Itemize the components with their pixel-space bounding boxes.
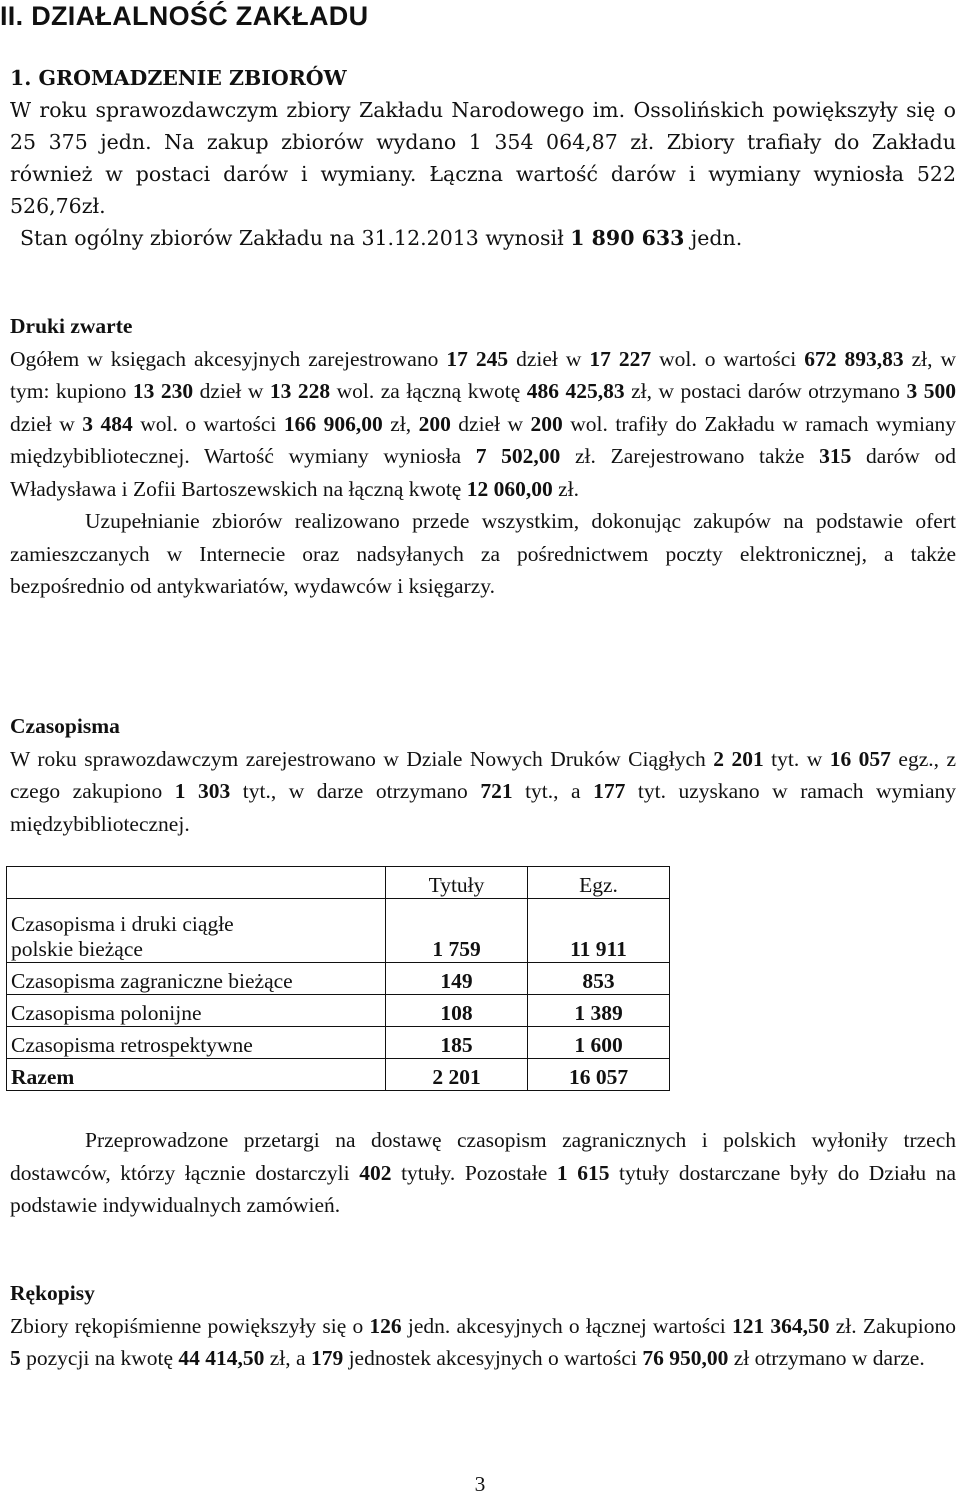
table-row (7, 963, 670, 995)
manuscripts-paragraph: Zbiory rękopiśmienne powiększyły się o 126 jedn. akcesyjnych o łącznej wartości 121 364,50 zł. Zakupiono 5 pozycji na kwotę 44 414,50 zł, a 179 jednostek akcesyjnych o wartości 76 950,00 zł otrzymano w darze. (10, 1313, 956, 1370)
cell-copies: 1 389 (528, 995, 670, 1027)
section-periodicals (10, 710, 956, 840)
table-total-row (7, 1059, 670, 1091)
column-header-titles: Tytuły (386, 867, 528, 899)
manuscripts-title: Rękopisy (10, 1281, 95, 1305)
status-unit: jedn. (684, 226, 743, 250)
status-text: Stan ogólny zbiorów Zakładu na 31.12.2013 wynosił (20, 226, 571, 250)
row-label-line-2: polskie bieżące (11, 937, 143, 961)
cell-titles: 185 (386, 1027, 528, 1059)
cell-copies: 11 911 (528, 899, 670, 963)
cell-copies: 853 (528, 963, 670, 995)
section-gathering (10, 62, 956, 254)
collection-status (10, 222, 956, 254)
acquisition-paragraph: Uzupełnianie zbiorów realizowano przede wszystkim, dokonując zakupów na podstawie ofert zamieszczanych w Internecie oraz nadsyłanych za pośrednictwem poczty elektronicznej, a także bezpośrednio od antykwariatów, wydawców i księgarzy. (10, 509, 956, 598)
column-header-copies: Egz. (528, 867, 670, 899)
status-value: 1 890 633 (570, 226, 685, 250)
row-label: Czasopisma zagraniczne bieżące (7, 963, 386, 995)
section-manuscripts (10, 1277, 956, 1375)
periodicals-paragraph: W roku sprawozdawczym zarejestrowano w Dziale Nowych Druków Ciągłych 2 201 tyt. w 16 057 egz., z czego zakupiono 1 303 tyt., w darze otrzymano 721 tyt., a 177 tyt. uzyskano w ramach wymiany międzybibliotecznej. (10, 746, 957, 836)
cell-titles: 108 (386, 995, 528, 1027)
section-printed-books (10, 310, 956, 603)
periodicals-title: Czasopisma (10, 714, 120, 738)
tenders-section (10, 1124, 956, 1222)
cell-titles: 1 759 (386, 899, 528, 963)
table-row (7, 1027, 670, 1059)
row-label-line-1: Czasopisma i druki ciągłe (11, 912, 234, 936)
table-row (7, 899, 670, 963)
table-header-empty (7, 867, 386, 899)
section-title: II. DZIAŁALNOŚĆ ZAKŁADU (0, 1, 369, 31)
total-label: Razem (7, 1059, 386, 1091)
intro-paragraph: W roku sprawozdawczym zbiory Zakładu Narodowego im. Ossolińskich powiększyły się o 25 375 jedn. Na zakup zbiorów wydano 1 354 064,87 zł. Zbiory trafiały do Zakładu również w postaci darów i wymiany. Łączna wartość darów i wymiany wyniosła 522 526,76zł. (10, 98, 956, 218)
table-header-row (7, 867, 670, 899)
tenders-paragraph: Przeprowadzone przetargi na dostawę czasopism zagranicznych i polskich wyłoniły trzech dostawców, którzy łącznie dostarczyli 402 tytuły. Pozostałe 1 615 tytuły dostarczane były do Działu na podstawie indywidualnych zamówień. (10, 1128, 957, 1217)
subsection-heading: 1. GROMADZENIE ZBIORÓW (10, 66, 347, 90)
total-titles: 2 201 (386, 1059, 528, 1091)
total-copies: 16 057 (528, 1059, 670, 1091)
table-row (7, 995, 670, 1027)
page-number: 3 (474, 1472, 486, 1496)
printed-books-title: Druki zwarte (10, 314, 133, 338)
cell-titles: 149 (386, 963, 528, 995)
row-label: Czasopisma retrospektywne (7, 1027, 386, 1059)
row-label (7, 899, 386, 963)
printed-books-paragraph: Ogółem w księgach akcesyjnych zarejestrowano 17 245 dzieł w 17 227 wol. o wartości 672 893,83 zł, w tym: kupiono 13 230 dzieł w 13 228 wol. za łączną kwotę 486 425,83 zł, w postaci darów otrzymano 3 500 dzieł w 3 484 wol. o wartości 166 906,00 zł, 200 dzieł w 200 wol. trafiły do Zakładu w ramach wymiany międzybibliotecznej. Wartość wymiany wyniosła 7 502,00 zł. Zarejestrowano także 315 darów od Władysława i Zofii Bartoszewskich na łączną kwotę 12 060,00 zł. (10, 346, 957, 501)
cell-copies: 1 600 (528, 1027, 670, 1059)
periodicals-table (6, 866, 670, 1091)
row-label: Czasopisma polonijne (7, 995, 386, 1027)
